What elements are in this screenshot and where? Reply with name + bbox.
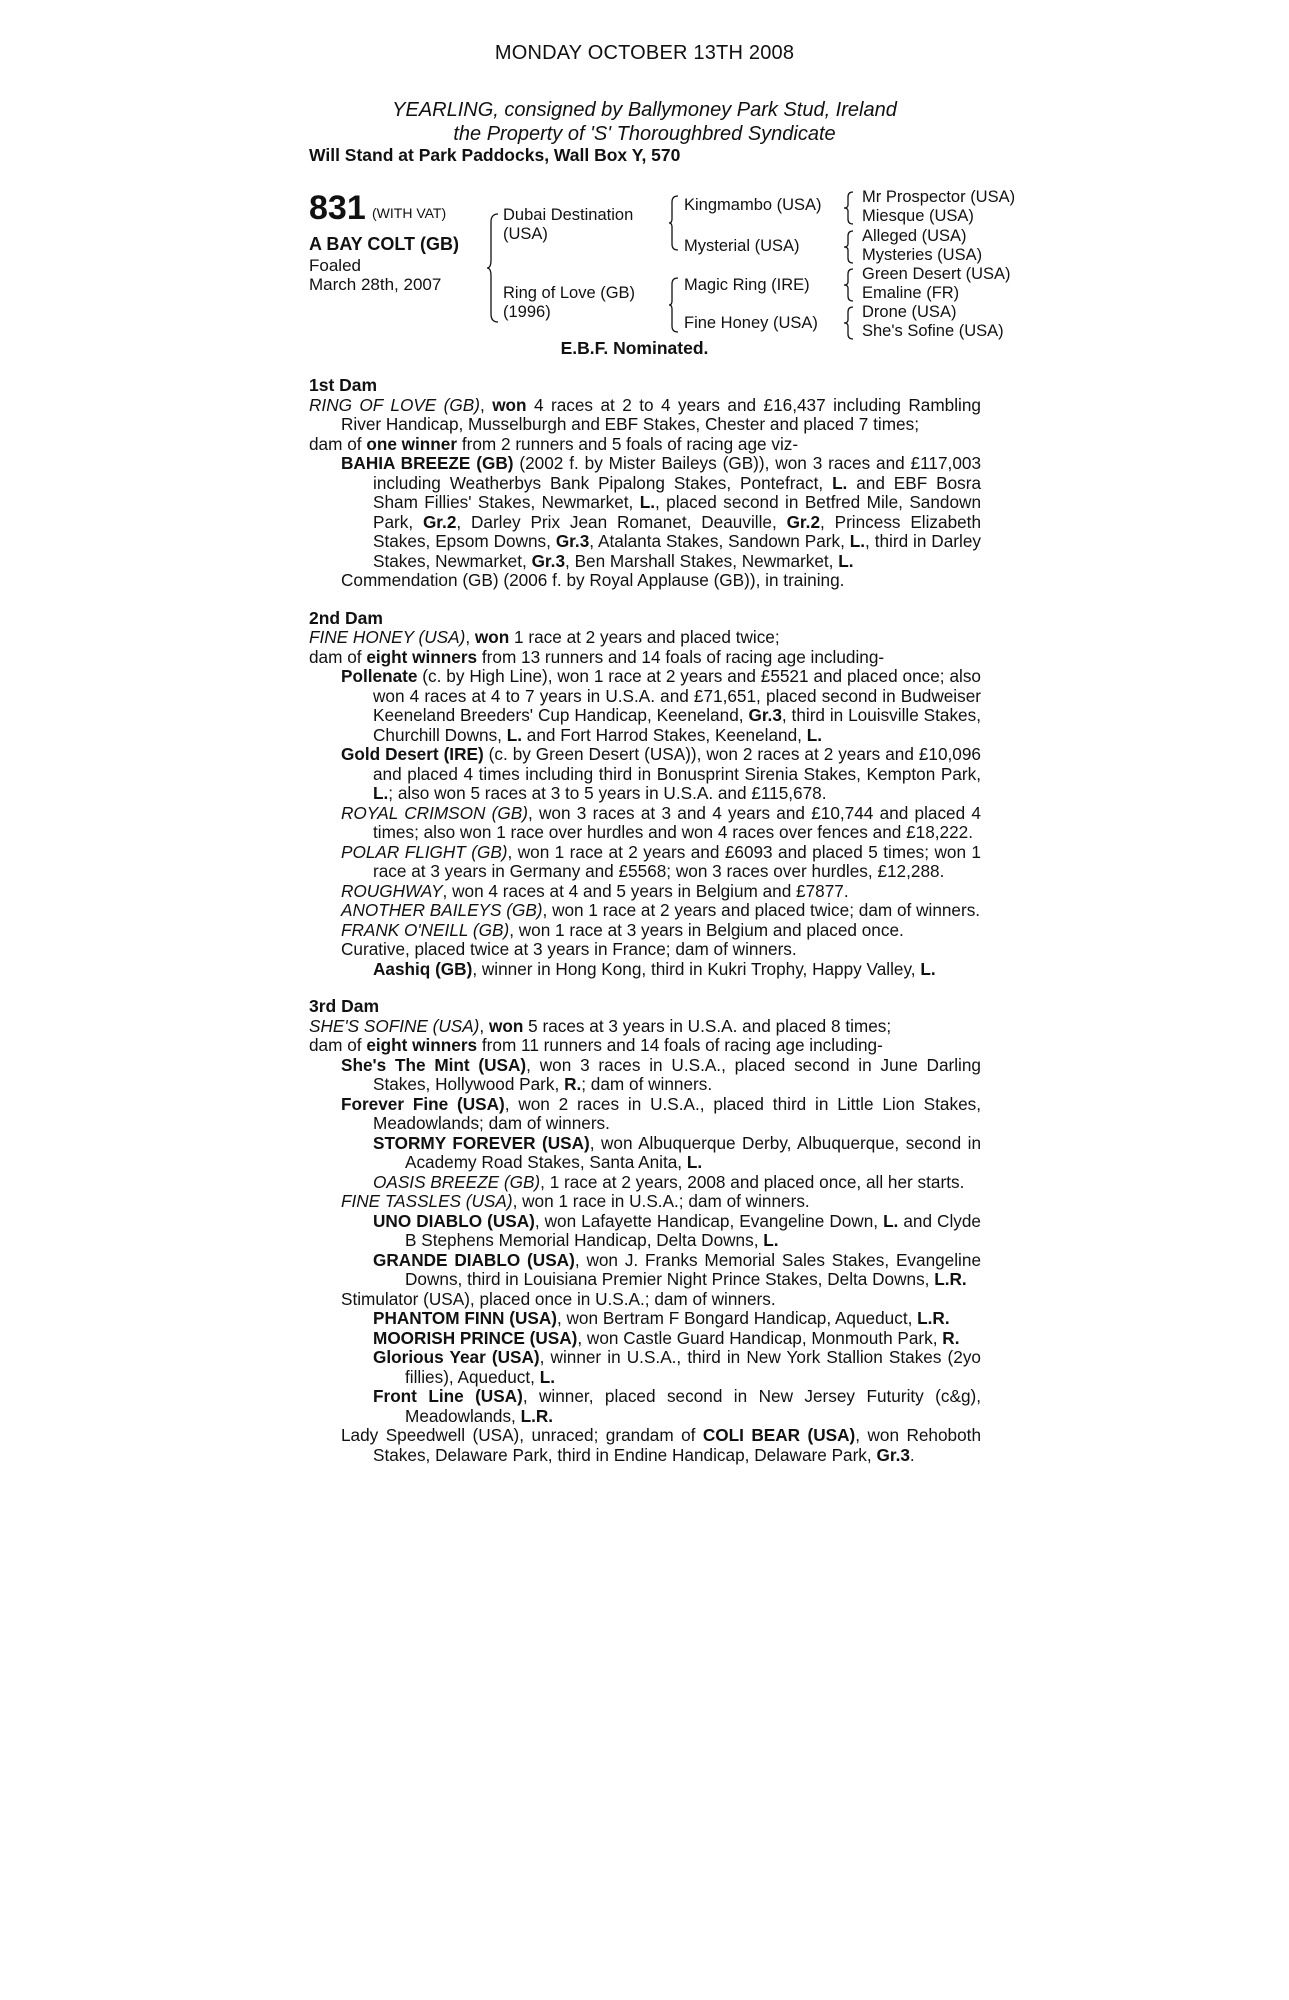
list-item: Commendation (GB) (2006 f. by Royal Applause (GB)), in training.: [341, 570, 845, 590]
list-item: POLAR FLIGHT (GB), won 1 race at 2 years and £6093 and placed 5 times; won 1 race at 3 years in Germany and £5568; won 3 races over hurdles, £12,288.: [341, 841, 981, 881]
pedigree-brace-dam: [668, 276, 680, 334]
owner-line: the Property of 'S' Thoroughbred Syndicate: [453, 123, 836, 145]
sire-line-2: (USA): [503, 225, 548, 243]
stand-location: Will Stand at Park Paddocks, Wall Box Y, 570: [309, 145, 681, 165]
foaled-info: [309, 256, 441, 294]
list-item: OASIS BREEZE (GB), 1 race at 2 years, 2008 and placed once, all her starts.: [373, 1171, 965, 1192]
gg-sire-dam-dam: Mysteries (USA): [862, 246, 983, 264]
list-item: Lady Speedwell (USA), unraced; grandam of COLI BEAR (USA), won Rehoboth Stakes, Delaware Park, third in Endine Handicap, Delaware Park, Gr.3.: [341, 1425, 981, 1465]
list-item: Aashiq (GB), winner in Hong Kong, third in Kukri Trophy, Happy Valley, L.: [373, 958, 936, 979]
sire-line-1: Dubai Destination: [503, 206, 634, 224]
dam-line-2: (1996): [503, 303, 551, 321]
pedigree-brace-dd: [843, 305, 855, 341]
second-dam-record: FINE HONEY (USA), won 1 race at 2 years and placed twice;: [309, 627, 780, 647]
foaled-date: March 28th, 2007: [309, 275, 442, 294]
list-item: PHANTOM FINN (USA), won Bertram F Bongard Handicap, Aqueduct, L.R.: [373, 1308, 950, 1328]
list-item: ANOTHER BAILEYS (GB), won 1 race at 2 years and placed twice; dam of winners.: [341, 900, 981, 920]
list-item: Pollenate (c. by High Line), won 1 race at 2 years and £5521 and placed once; also won 4 races at 4 to 7 years in U.S.A. and £71,651, placed second in Budweiser Keeneland Breeders' Cup Handicap, Keeneland, Gr.3, third in Louisville Stakes, Churchill Downs, L. and Fort Harrod Stakes, Keeneland, L.: [341, 666, 981, 745]
second-dam-title: 2nd Dam: [309, 607, 383, 628]
list-item: Gold Desert (IRE) (c. by Green Desert (USA)), won 2 races at 2 years and £10,096 and placed 4 times including third in Bonusprint Sirenia Stakes, Kempton Park, L.; also won 5 races at 3 to 5 years in U.S.A. and £115,678.: [341, 744, 981, 803]
first-dam-produce: dam of one winner from 2 runners and 5 foals of racing age viz-: [309, 433, 799, 454]
gg-sire-sire-sire: Mr Prospector (USA): [862, 188, 1016, 206]
third-dam-title: 3rd Dam: [309, 996, 380, 1016]
consignor-line: YEARLING, consigned by Ballymoney Park Stud, Ireland: [392, 99, 897, 121]
list-item: FINE TASSLES (USA), won 1 race in U.S.A.; dam of winners.: [341, 1191, 810, 1211]
list-item: MOORISH PRINCE (USA), won Castle Guard Handicap, Monmouth Park, R.: [373, 1327, 960, 1348]
gg-dam-dam-sire: Drone (USA): [862, 303, 957, 321]
list-item: ROYAL CRIMSON (GB), won 3 races at 3 and 4 years and £10,744 and placed 4 times; also won 1 race over hurdles and won 4 races over fences and £18,222.: [341, 802, 981, 842]
third-dam-produce: dam of eight winners from 11 runners and 14 foals of racing age including-: [309, 1035, 883, 1055]
dam-name: [503, 284, 635, 322]
dam-sire: Magic Ring (IRE): [684, 276, 810, 294]
sire-dam: Mysterial (USA): [684, 237, 800, 255]
consignment-info: [0, 98, 1289, 146]
first-dam-title: 1st Dam: [309, 375, 378, 395]
list-item: BAHIA BREEZE (GB) (2002 f. by Mister Baileys (GB)), won 3 races and £117,003 including Weatherbys Bank Pipalong Stakes, Pontefract, L. and EBF Bosra Sham Fillies' Stakes, Newmarket, L., placed second in Betfred Mile, Sandown Park, Gr.2, Darley Prix Jean Romanet, Deauville, Gr.2, Princess Elizabeth Stakes, Epsom Downs, Gr.3, Atalanta Stakes, Sandown Park, L., third in Darley Stakes, Newmarket, Gr.3, Ben Marshall Stakes, Newmarket, L.: [341, 453, 982, 571]
foaled-label: Foaled: [309, 256, 361, 275]
pedigree-brace-sd: [843, 229, 855, 265]
gg-sire-sire-dam: Miesque (USA): [862, 207, 974, 225]
list-item: Forever Fine (USA), won 2 races in U.S.A., placed third in Little Lion Stakes, Meadowlands; dam of winners.: [341, 1093, 981, 1133]
gg-dam-dam-dam: She's Sofine (USA): [862, 322, 1004, 340]
list-item: STORMY FOREVER (USA), won Albuquerque Derby, Albuquerque, second in Academy Road Stakes, Santa Anita, L.: [373, 1132, 982, 1172]
gg-dam-sire-dam: Emaline (FR): [862, 284, 960, 302]
pedigree-brace-sire: [668, 194, 680, 252]
ebf-nominated: E.B.F. Nominated.: [560, 338, 709, 358]
lot-number: 831: [309, 189, 366, 227]
list-item: UNO DIABLO (USA), won Lafayette Handicap, Evangeline Down, L. and Clyde B Stephens Memorial Handicap, Delta Downs, L.: [373, 1210, 981, 1250]
list-item: ROUGHWAY, won 4 races at 4 and 5 years in Belgium and £7877.: [341, 880, 849, 901]
sire-name: [503, 206, 633, 244]
list-item: Curative, placed twice at 3 years in France; dam of winners.: [341, 939, 797, 959]
second-dam-produce: dam of eight winners from 13 runners and 14 foals of racing age including-: [309, 646, 885, 667]
list-item: She's The Mint (USA), won 3 races in U.S.A., placed second in June Darling Stakes, Hollywood Park, R.; dam of winners.: [341, 1054, 981, 1094]
dam-line-1: Ring of Love (GB): [503, 284, 636, 302]
sale-date: MONDAY OCTOBER 13TH 2008: [494, 42, 795, 64]
gg-dam-sire-sire: Green Desert (USA): [862, 265, 1011, 283]
list-item: GRANDE DIABLO (USA), won J. Franks Memorial Sales Stakes, Evangeline Downs, third in Louisiana Premier Night Prince Stakes, Delta Downs, L.R.: [373, 1249, 981, 1289]
gg-sire-dam-sire: Alleged (USA): [862, 227, 967, 245]
list-item: Glorious Year (USA), winner in U.S.A., third in New York Stallion Stakes (2yo fillies), Aqueduct, L.: [373, 1347, 981, 1387]
pedigree-notes: [309, 376, 981, 1465]
vat-note: (WITH VAT): [372, 205, 447, 221]
pedigree-brace-ds: [843, 267, 855, 303]
dam-dam: Fine Honey (USA): [684, 314, 818, 332]
first-dam-record: RING OF LOVE (GB), won 4 races at 2 to 4 years and £16,437 including Rambling River Handicap, Musselburgh and EBF Stakes, Chester and placed 7 times;: [309, 394, 981, 434]
list-item: FRANK O'NEILL (GB), won 1 race at 3 years in Belgium and placed once.: [341, 919, 904, 940]
list-item: Stimulator (USA), placed once in U.S.A.; dam of winners.: [341, 1288, 776, 1309]
pedigree-brace-main: [486, 212, 500, 324]
pedigree-brace-ss: [843, 190, 855, 226]
third-dam-record: SHE'S SOFINE (USA), won 5 races at 3 years in U.S.A. and placed 8 times;: [309, 1015, 892, 1036]
sire-sire: Kingmambo (USA): [684, 196, 822, 214]
horse-name: A BAY COLT (GB): [309, 234, 460, 254]
list-item: Front Line (USA), winner, placed second in New Jersey Futurity (c&g), Meadowlands, L.R.: [373, 1386, 982, 1426]
